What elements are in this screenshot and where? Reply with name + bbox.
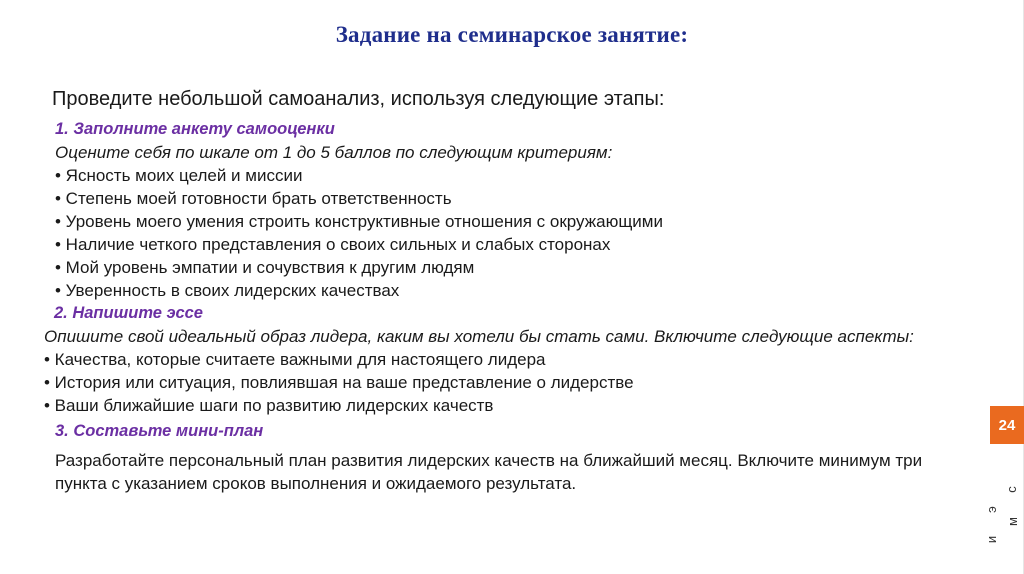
slide-title: Задание на семинарское занятие: <box>335 22 689 47</box>
section-mini-plan <box>55 420 935 495</box>
side-letter: с <box>1003 486 1019 493</box>
side-letter: э <box>983 506 999 513</box>
section2-heading: 2. Напишите эссе <box>54 304 203 322</box>
section2-subtitle: Опишите свой идеальный образ лидера, каким вы хотели бы стать сами. Включите следующие аспекты: <box>44 327 914 346</box>
page-number-badge: 24 <box>990 406 1024 444</box>
side-letter: и <box>984 535 1000 544</box>
section1-item: • Степень моей готовности брать ответственность <box>55 189 452 208</box>
section1-item: • Наличие четкого представления о своих сильных и слабых сторонах <box>55 235 611 254</box>
section1-heading: 1. Заполните анкету самооценки <box>55 120 335 138</box>
section1-item: • Ясность моих целей и миссии <box>55 166 303 185</box>
section2-item: • Ваши ближайшие шаги по развитию лидерских качеств <box>44 396 494 415</box>
section2-item: • Качества, которые считаете важными для настоящего лидера <box>44 350 546 369</box>
section-self-assessment <box>55 118 663 302</box>
section2-item: • История или ситуация, повлиявшая на ваше представление о лидерстве <box>44 373 634 392</box>
side-letter: м <box>1004 517 1020 526</box>
section1-subtitle: Оцените себя по шкале от 1 до 5 баллов по следующим критериям: <box>55 143 613 162</box>
section3-body: Разработайте персональный план развития лидерских качеств на ближайший месяц. Включите минимум три пункта с указанием сроков выполнения и ожидаемого результата. <box>55 451 923 493</box>
intro-text: Проведите небольшой самоанализ, используя следующие этапы: <box>52 88 665 110</box>
section1-item: • Мой уровень эмпатии и сочувствия к другим людям <box>55 258 475 277</box>
section1-item: • Уровень моего умения строить конструктивные отношения с окружающими <box>55 212 663 231</box>
section1-item: • Уверенность в своих лидерских качествах <box>55 281 400 300</box>
section-essay <box>44 302 914 417</box>
section3-heading: 3. Составьте мини-план <box>55 422 264 440</box>
